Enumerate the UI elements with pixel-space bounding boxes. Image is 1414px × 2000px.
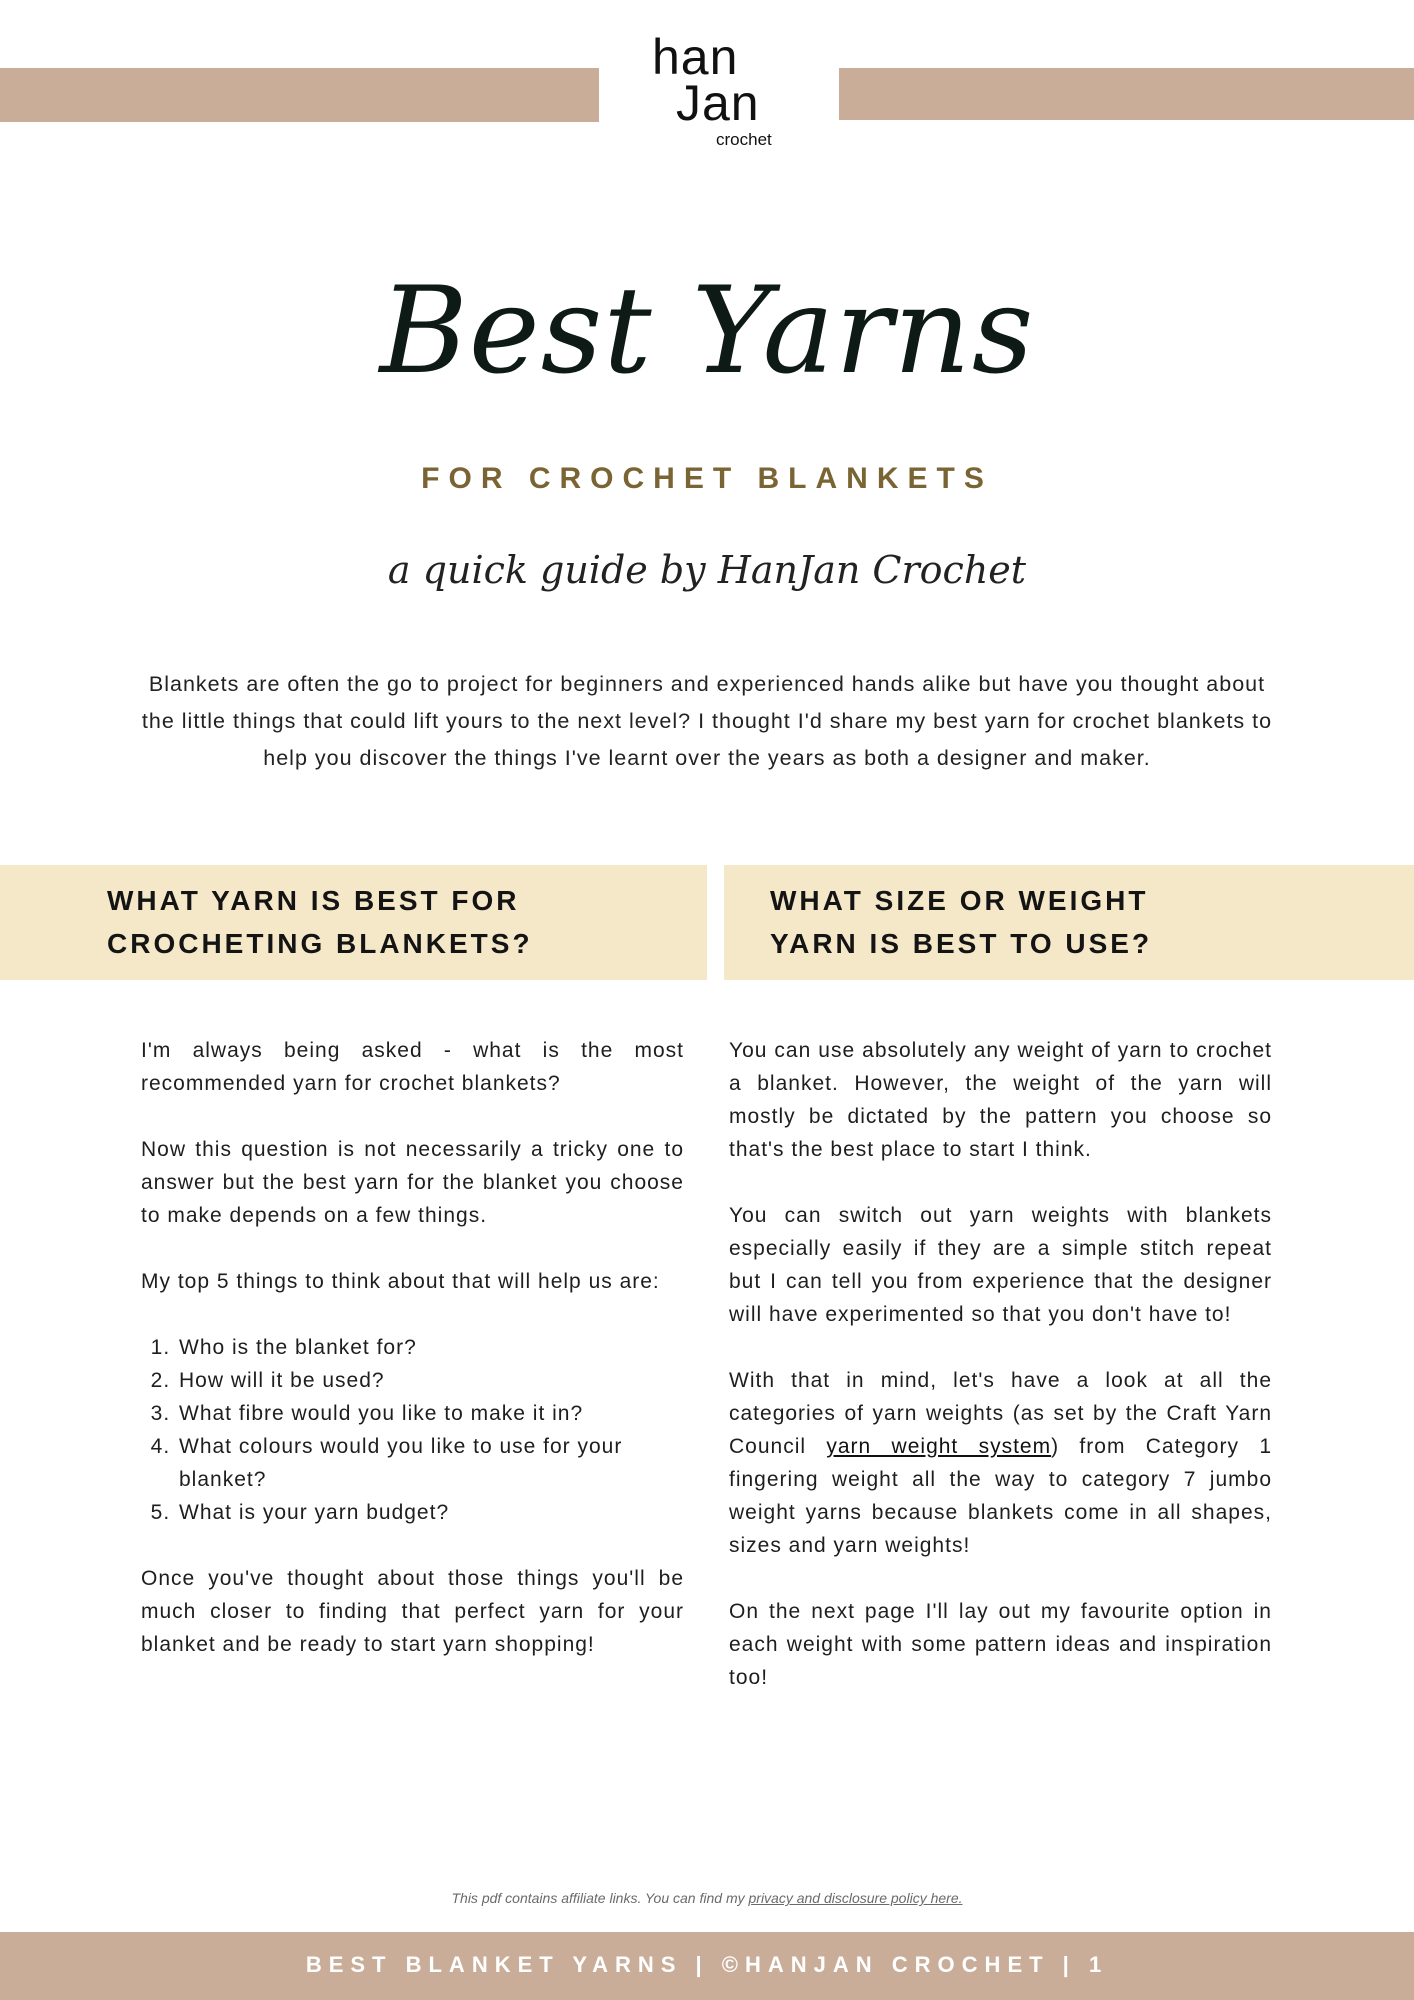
right-column [729, 1034, 1272, 1727]
page-subtitle: FOR CROCHET BLANKETS [421, 462, 993, 495]
section-heading-weight [770, 879, 1152, 965]
section-header-yarn [0, 865, 707, 980]
section-header-weight [724, 865, 1414, 980]
right-paragraph-4: On the next page I'll lay out my favourite option in each weight with some pattern ideas and inspiration too! [729, 1600, 1272, 1689]
header-band-right [839, 68, 1414, 120]
left-paragraph-3: My top 5 things to think about that will help us are: [141, 1270, 660, 1293]
intro-paragraph: Blankets are often the go to project for beginners and experienced hands alike but have you thought about the little things that could lift yours to the next level? I thought I'd share my best yarn for crochet blankets to help you discover the things I've learnt over the years as both a designer and maker. [141, 672, 1273, 770]
header-band-left [0, 68, 599, 122]
footer-text: BEST BLANKET YARNS | ©HANJAN CROCHET | 1 [305, 1952, 1109, 1977]
page-footer [0, 1932, 1414, 2000]
list-item: 4. What colours would you like to use for your blanket? [177, 1430, 684, 1496]
tagline: a quick guide by HanJan Crochet [387, 548, 1027, 592]
right-paragraph-1: You can use absolutely any weight of yarn to crochet a blanket. However, the weight of the yarn will mostly be dictated by the pattern you choose so that's the best place to start I think. [729, 1039, 1272, 1161]
right-p3-after: ) from Category 1 fingering weight all the way to category 7 jumbo weight yarns because blankets come in all shapes, sizes and yarn weights! [729, 1435, 1272, 1557]
list-item: 3. What fibre would you like to make it in? [177, 1397, 684, 1430]
logo-jan: Jan [676, 75, 760, 131]
right-paragraph-2: You can switch out yarn weights with blankets especially easily if they are a simple stitch repeat but I can tell you from experience that the designer will have experimented so that you don't have to! [729, 1204, 1272, 1326]
privacy-policy-link[interactable]: privacy and disclosure policy here. [748, 1890, 963, 1906]
things-to-think-list [141, 1331, 684, 1529]
hanjan-logo [640, 29, 790, 154]
left-paragraph-2: Now this question is not necessarily a tricky one to answer but the best yarn for the blanket you choose to make depends on a few things. [141, 1138, 684, 1227]
page-title: Best Yarns [379, 262, 1035, 401]
right-paragraph-3 [729, 1364, 1272, 1562]
left-paragraph-4: Once you've thought about those things you'll be much closer to finding that perfect yarn for your blanket and be ready to start yarn shopping! [141, 1567, 684, 1656]
heading-weight-line2: YARN IS BEST TO USE? [770, 928, 1153, 959]
left-paragraph-1: I'm always being asked - what is the most recommended yarn for crochet blankets? [141, 1039, 684, 1095]
logo-han: han [652, 29, 739, 85]
heading-yarn-line2: CROCHETING BLANKETS? [107, 928, 533, 959]
list-item: 5. What is your yarn budget? [177, 1496, 684, 1529]
heading-weight-line1: WHAT SIZE OR WEIGHT [770, 885, 1149, 916]
right-p3-before: With that in mind, let's have a look at all the categories of yarn weights (as set by the Craft Yarn Council [729, 1369, 1272, 1458]
heading-yarn-line1: WHAT YARN IS BEST FOR [107, 885, 520, 916]
affiliate-text: This pdf contains affiliate links. You can find my [451, 1890, 749, 1906]
logo-crochet: crochet [716, 130, 772, 149]
affiliate-notice [0, 1890, 1414, 1906]
yarn-weight-system-link[interactable]: yarn weight system [826, 1435, 1052, 1458]
left-column [141, 1034, 684, 1694]
list-item: 2. How will it be used? [177, 1364, 684, 1397]
section-heading-yarn [107, 879, 533, 965]
list-item: 1. Who is the blanket for? [177, 1331, 684, 1364]
